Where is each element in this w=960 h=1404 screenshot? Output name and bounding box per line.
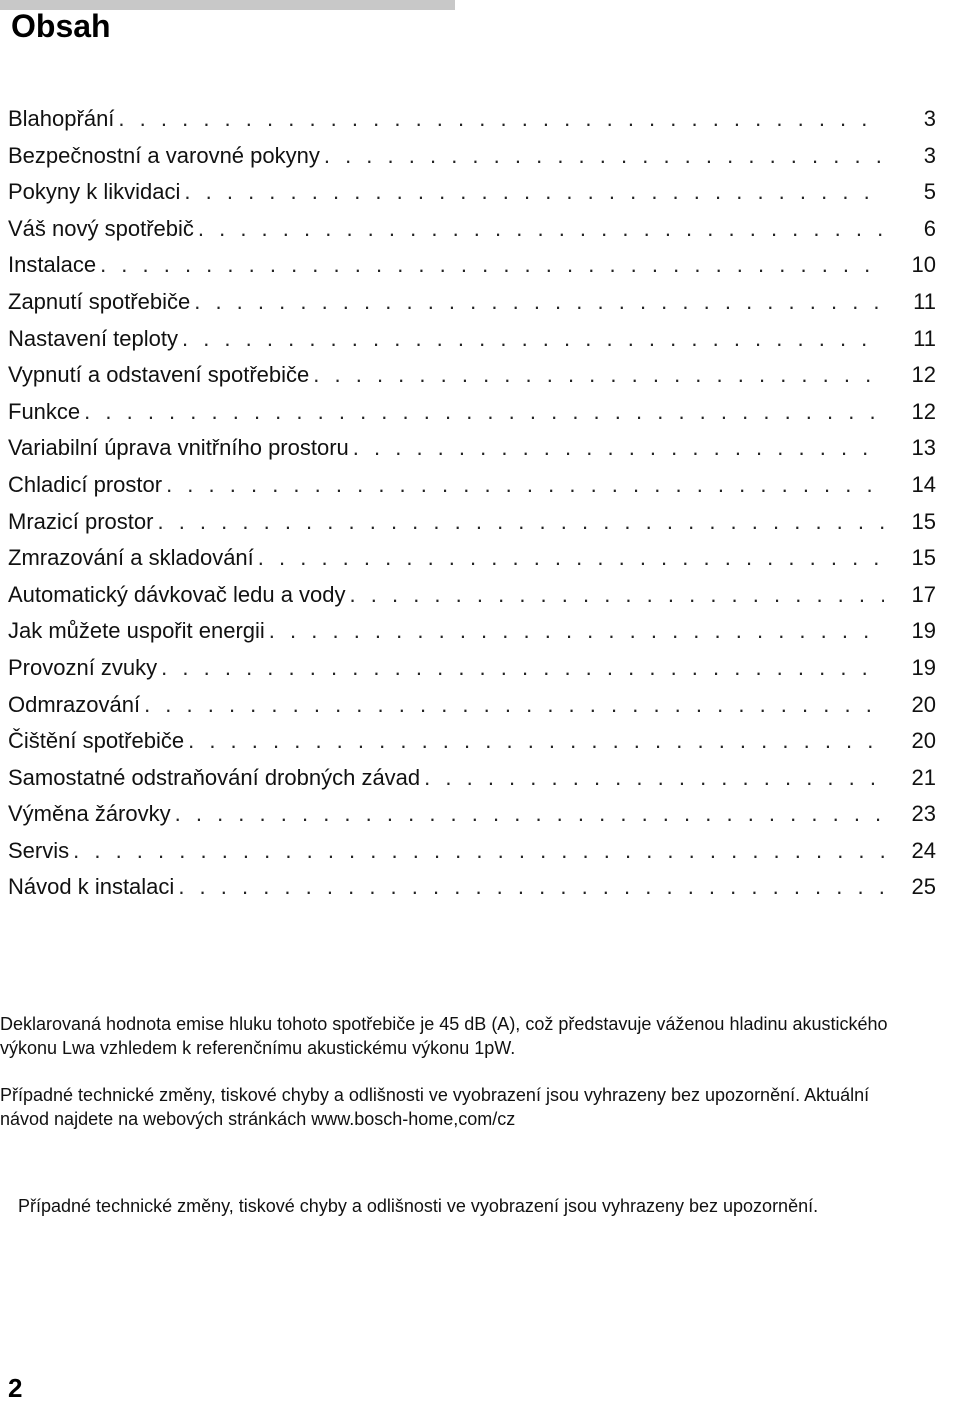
toc-entry-label: Nastavení teploty xyxy=(8,325,178,351)
toc-dot-leader xyxy=(118,106,884,132)
toc-entry[interactable] xyxy=(8,509,936,546)
page-title: Obsah xyxy=(11,8,111,44)
toc-entry-label: Bezpečnostní a varovné pokyny xyxy=(8,142,320,168)
toc-dot-leader xyxy=(166,472,884,498)
toc-entry-label: Samostatné odstraňování drobných závad xyxy=(8,764,421,790)
toc-entry-page: 24 xyxy=(911,837,936,863)
noise-emission-notice: Deklarovaná hodnota emise hluku tohoto spotřebiče je 45 dB (A), což představuje váženou hladinu akustického výkonu Lwa vzhledem k referenčnímu akustickému výkonu 1pW. xyxy=(0,1014,888,1058)
toc-entry-label: Variabilní úprava vnitřního prostoru xyxy=(8,435,349,461)
toc-dot-leader xyxy=(424,765,884,791)
toc-entry-page: 13 xyxy=(911,435,936,461)
toc-entry-label: Váš nový spotřebič xyxy=(8,215,194,241)
toc-entry[interactable] xyxy=(8,618,936,655)
toc-entry-label: Instalace xyxy=(8,252,97,278)
toc-entry-page: 10 xyxy=(911,252,936,278)
toc-entry[interactable] xyxy=(8,179,936,216)
toc-entry[interactable] xyxy=(8,326,936,363)
toc-entry-label: Čištění spotřebiče xyxy=(8,728,185,754)
toc-entry-page: 12 xyxy=(911,362,936,388)
toc-entry-page: 21 xyxy=(911,764,936,790)
toc-entry-page: 20 xyxy=(911,728,936,754)
toc-entry-label: Automatický dávkovač ledu a vody xyxy=(8,581,346,607)
page-number: 2 xyxy=(8,1373,23,1403)
toc-entry[interactable] xyxy=(8,765,936,802)
toc-entry-page: 19 xyxy=(911,654,936,680)
toc-entry-label: Jak můžete uspořit energii xyxy=(8,618,265,644)
toc-entry-label: Pokyny k likvidaci xyxy=(8,179,181,205)
toc-entry[interactable] xyxy=(8,435,936,472)
toc-entry[interactable] xyxy=(8,252,936,289)
toc-dot-leader xyxy=(184,179,884,205)
toc-entry-page: 25 xyxy=(911,874,936,900)
toc-entry-label: Odmrazování xyxy=(8,691,141,717)
toc-entry-page: 6 xyxy=(923,215,936,241)
toc-dot-leader xyxy=(100,252,884,278)
toc-dot-leader xyxy=(194,289,884,315)
toc-dot-leader xyxy=(178,874,884,900)
toc-entry[interactable] xyxy=(8,289,936,326)
toc-entry-page: 12 xyxy=(911,398,936,424)
toc-dot-leader xyxy=(350,582,884,608)
toc-entry[interactable] xyxy=(8,801,936,838)
toc-dot-leader xyxy=(144,692,884,718)
toc-dot-leader xyxy=(198,216,884,242)
toc-entry[interactable] xyxy=(8,216,936,253)
toc-entry-label: Blahopřání xyxy=(8,106,115,131)
toc-entry[interactable] xyxy=(8,728,936,765)
toc-entry[interactable] xyxy=(8,399,936,436)
toc-dot-leader xyxy=(324,143,884,169)
changes-notice: Případné technické změny, tiskové chyby a odlišnosti ve vyobrazení jsou vyhrazeny bez upozornění. Aktuální návod najdete na webových stránkách www.bosch-home,com/cz xyxy=(0,1085,870,1129)
toc-entry-label: Mrazicí prostor xyxy=(8,508,154,534)
toc-entry-label: Výměna žárovky xyxy=(8,801,171,827)
toc-dot-leader xyxy=(188,728,884,754)
toc-entry[interactable] xyxy=(8,143,936,180)
toc-entry-page: 23 xyxy=(911,801,936,827)
toc-entry[interactable] xyxy=(8,838,936,875)
toc-entry-label: Návod k instalaci xyxy=(8,874,175,900)
toc-entry-page: 17 xyxy=(911,581,936,607)
toc-entry-page: 14 xyxy=(911,471,936,497)
toc-entry[interactable] xyxy=(8,874,936,911)
toc-dot-leader xyxy=(269,618,884,644)
toc-entry[interactable] xyxy=(8,655,936,692)
toc-dot-leader xyxy=(157,509,884,535)
toc-entry-page: 19 xyxy=(911,618,936,644)
toc-entry-page: 11 xyxy=(913,288,936,314)
toc-entry-page: 11 xyxy=(913,325,936,351)
toc-entry[interactable] xyxy=(8,106,936,143)
toc-dot-leader xyxy=(313,362,884,388)
toc-entry[interactable] xyxy=(8,362,936,399)
changes-notice-short: Případné technické změny, tiskové chyby a odlišnosti ve vyobrazení jsou vyhrazeny bez upozornění. xyxy=(18,1196,819,1216)
toc-entry-page: 5 xyxy=(923,179,936,205)
toc-entry-page: 15 xyxy=(911,545,936,571)
toc-entry-label: Provozní zvuky xyxy=(8,654,158,680)
toc-entry-page: 20 xyxy=(911,691,936,717)
toc-dot-leader xyxy=(84,399,884,425)
toc-dot-leader xyxy=(161,655,884,681)
toc-entry-label: Zapnutí spotřebiče xyxy=(8,288,191,314)
toc-entry[interactable] xyxy=(8,692,936,729)
toc-dot-leader xyxy=(182,326,884,352)
toc-dot-leader xyxy=(73,838,884,864)
toc-entry-label: Servis xyxy=(8,837,70,863)
toc-entry[interactable] xyxy=(8,582,936,619)
table-of-contents xyxy=(8,106,936,911)
toc-entry-label: Funkce xyxy=(8,398,81,424)
toc-entry-page: 15 xyxy=(911,508,936,534)
toc-dot-leader xyxy=(258,545,884,571)
toc-dot-leader xyxy=(353,435,884,461)
toc-entry-label: Chladicí prostor xyxy=(8,471,163,497)
toc-entry-label: Zmrazování a skladování xyxy=(8,545,254,571)
toc-dot-leader xyxy=(175,801,884,827)
toc-entry[interactable] xyxy=(8,545,936,582)
toc-entry-label: Vypnutí a odstavení spotřebiče xyxy=(8,362,310,388)
toc-entry-page: 3 xyxy=(923,106,936,131)
toc-entry-page: 3 xyxy=(923,142,936,168)
toc-entry[interactable] xyxy=(8,472,936,509)
